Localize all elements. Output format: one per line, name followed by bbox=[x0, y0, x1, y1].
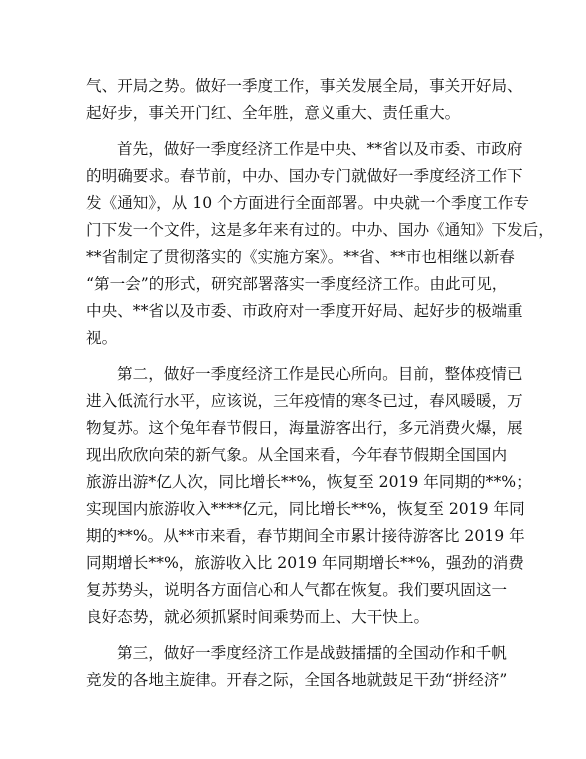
text-line: 物复苏。这个兔年春节假日，海量游客出行，多元消费火爆，展 bbox=[86, 419, 523, 437]
text-line: 第二，做好一季度经济工作是民心所向。目前，整体疫情已 bbox=[117, 365, 523, 383]
text-line: 期的**%。从**市来看，春节期间全市累计接待游客比 2019 年 bbox=[86, 527, 525, 545]
text-line: **省制定了贯彻落实的《实施方案》。**省、**市也相继以新春 bbox=[86, 248, 515, 266]
paragraph-third-point bbox=[86, 640, 514, 694]
text-line: 第三，做好一季度经济工作是战鼓擂擂的全国动作和千帆 bbox=[117, 644, 507, 662]
text-line: 门下发一个文件，这是多年来有过的。中办、国办《通知》下发后， bbox=[86, 221, 554, 239]
text-line: “第一会”的形式，研究部署落实一季度经济工作。由此可见， bbox=[86, 275, 508, 293]
document-body bbox=[86, 73, 554, 694]
text-line: 的明确要求。春节前，中办、国办专门就做好一季度经济工作下 bbox=[86, 167, 523, 185]
text-line: 实现国内旅游收入****亿元，同比增长**%，恢复至 2019 年同 bbox=[86, 500, 525, 518]
text-line: 中央、**省以及市委、市政府对一季度开好局、起好步的极端重 bbox=[86, 302, 523, 320]
paragraph-first-point bbox=[86, 136, 554, 352]
text-line: 良好态势，就必须抓紧时间乘势而上、大干快上。 bbox=[86, 608, 430, 626]
text-line: 现出欣欣向荣的新气象。从全国来看，今年春节假期全国国内 bbox=[86, 446, 508, 464]
text-line: 首先，做好一季度经济工作是中央、**省以及市委、市政府 bbox=[117, 140, 523, 158]
text-line: 同期增长**%，旅游收入比 2019 年同期增长**%，强劲的消费 bbox=[86, 554, 524, 572]
text-line: 视。 bbox=[86, 329, 118, 347]
text-line: 复苏势头，说明各方面信心和人气都在恢复。我们要巩固这一 bbox=[86, 581, 508, 599]
text-line: 起好步，事关开门红、全年胜，意义重大、责任重大。 bbox=[86, 104, 461, 122]
text-line: 气、开局之势。做好一季度工作，事关发展全局，事关开好局、 bbox=[86, 77, 523, 95]
text-line: 发《通知》，从 10 个方面进行全面部署。中央就一个季度工作专 bbox=[86, 194, 529, 212]
paragraph-continuation bbox=[86, 73, 523, 127]
paragraph-second-point bbox=[86, 361, 532, 631]
text-line: 竞发的各地主旋律。开春之际，全国各地就鼓足干劲“拼经济” bbox=[86, 671, 508, 689]
text-line: 旅游出游*亿人次，同比增长**%，恢复至 2019 年同期的**%； bbox=[86, 473, 532, 491]
text-line: 进入低流行水平，应该说，三年疫情的寒冬已过，春风暖暖，万 bbox=[86, 392, 523, 410]
